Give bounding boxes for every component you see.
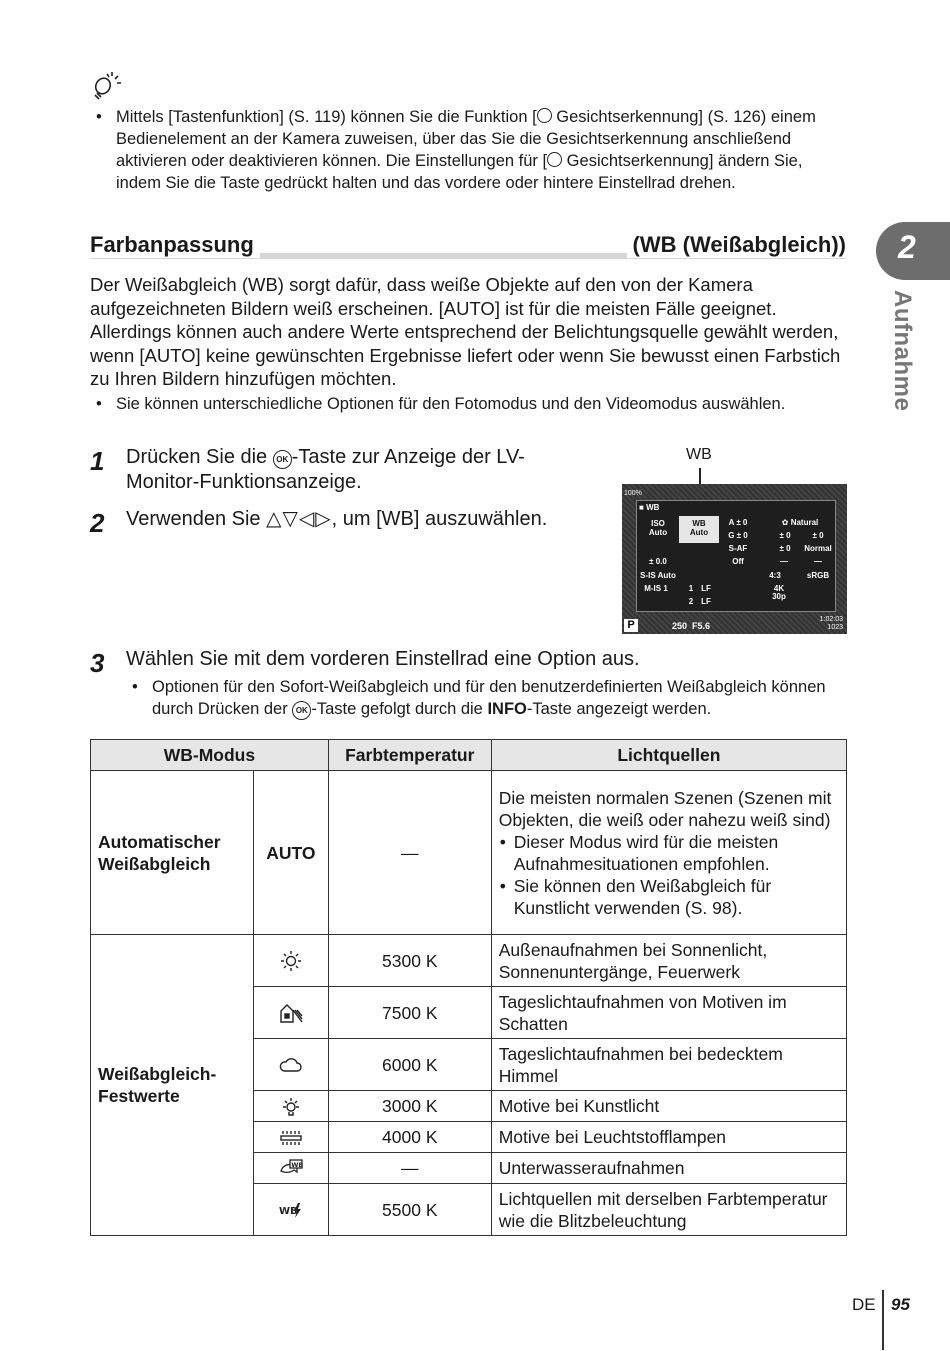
cloud-icon (278, 1054, 304, 1076)
intro-bullet: • Sie können unterschiedliche Optionen für den Fotomodus und den Videomodus auswählen. (90, 393, 850, 415)
auto-temp: — (328, 771, 491, 935)
tungsten-bulb-icon (278, 1096, 304, 1118)
face-detection-icon (547, 152, 562, 167)
ok-button-icon: OK (292, 701, 311, 720)
exposure-readout: 250 F5.6 (672, 621, 711, 631)
fluorescent-icon (278, 1127, 304, 1149)
picture-mode: ✿ Natural (781, 518, 819, 527)
step-3-number: 3 (90, 648, 105, 678)
info-button-label: INFO (487, 700, 527, 718)
header-color-temp: Farbtemperatur (328, 740, 491, 771)
footer-divider (882, 1290, 884, 1350)
arrow-pad-icon: △▽◁▷ (266, 508, 332, 530)
table-row: WB — Unterwasseraufnahmen (91, 1153, 847, 1184)
chapter-number: 2 (898, 229, 916, 265)
chapter-side-label: Aufnahme (889, 290, 916, 412)
photo-mode-header: ■ WB (639, 503, 660, 512)
header-wb-mode: WB-Modus (91, 740, 329, 771)
step-2-number: 2 (90, 508, 105, 538)
lv-monitor-screen: 100% ■ WB ISO Auto WB Auto A ± 0 G ± 0 ✿ Natural ± 0 ± 0 ± 0 Normal S-AF Off ± 0.0 — — S-IS Auto 4:3 sRGB M-IS 1 1 LF 2 LF 4K 30p P 250 F5.6 1:02:03 1023 (622, 484, 847, 634)
face-detection-icon (537, 108, 552, 123)
table-row: WB 5500 K Lichtquellen mit derselben Farbtemperatur wie die Blitzbeleuchtung (91, 1184, 847, 1236)
table-header-row (91, 740, 847, 771)
chapter-tab (876, 222, 950, 280)
movie-resolution: 4K 30p (772, 584, 786, 601)
step-3-text: Wählen Sie mit dem vorderen Einstellrad eine Option aus. (126, 648, 640, 670)
shooting-mode-badge: P (624, 619, 638, 632)
section-heading (90, 232, 846, 262)
table-row (91, 771, 847, 935)
table-row: 6000 K Tageslichtaufnahmen bei bedecktem Himmel (91, 1039, 847, 1091)
tip-bullet: • Mittels [Tastenfunktion] (S. 119) können Sie die Funktion [ Gesichtserkennung] (S. 126) einem Bedienelement an der Kamera zuweisen, über das Sie die Gesichtserkennung anschließend aktivieren oder deaktivieren können. Die Einstellungen für [ Gesichtserkennung] ändern Sie, indem Sie die Taste gedrückt halten und das vordere oder hintere Einstellrad drehen. (90, 106, 850, 194)
sun-icon (278, 950, 304, 972)
svg-text:WB: WB (291, 1160, 304, 1169)
lv-function-panel: ■ WB ISO Auto WB Auto A ± 0 G ± 0 ✿ Natural ± 0 ± 0 ± 0 Normal S-AF Off ± 0.0 — — S-IS Auto 4:3 sRGB M-IS 1 1 LF 2 LF 4K 30p (636, 500, 836, 612)
header-light-sources: Lichtquellen (491, 740, 846, 771)
footer-language: DE (852, 1295, 876, 1314)
step-3-bullet: • Optionen für den Sofort-Weißabgleich und für den benutzerdefinierten Weißabgleich können durch Drücken der OK -Taste gefolgt durch die INFO-Taste angezeigt werden. (126, 676, 850, 720)
underwater-wb-icon (278, 1158, 304, 1180)
step-1-number: 1 (90, 446, 105, 476)
step-1-text: Drücken Sie die OK -Taste zur Anzeige der LV-Monitor-Funktionsanzeige. (126, 446, 525, 493)
wb-callout-label: WB (686, 446, 712, 463)
auto-desc: Die meisten normalen Szenen (Szenen mit Objekten, die weiß oder nahezu weiß sind) • Dieser Modus wird für die meisten Aufnahmesituationen empfohlen. • Sie können den Weißabgleich für Kunstlicht verwenden (S. 98). (491, 771, 846, 935)
section-title: Farbanpassung (90, 232, 260, 258)
table-row: 3000 K Motive bei Kunstlicht (91, 1091, 847, 1122)
preset-group-label: Weißabgleich-Festwerte (91, 935, 254, 1236)
lightbulb-hint-icon (90, 70, 124, 102)
intro-paragraph: Der Weißabgleich (WB) sorgt dafür, dass weiße Objekte auf den von der Kamera aufgezeichneten Bildern weiß erscheinen. [AUTO] ist für die meisten Fälle geeignet. Allerdings können auch andere Werte entsprechend der Belichtungsquelle gewählt werden, wenn [AUTO] keine gewünschten Ergebnisse liefert oder wenn Sie bewusst einen Farbstich zu Ihren Bildern hinzufügen möchten. (90, 274, 841, 389)
remaining-count: 1:02:03 1023 (819, 616, 843, 631)
wb-flash-icon (278, 1199, 304, 1221)
table-row: 4000 K Motive bei Leuchtstofflampen (91, 1122, 847, 1153)
ok-button-icon: OK (273, 450, 292, 469)
table-row: Weißabgleich-Festwerte 5300 K Außenaufnahmen bei Sonnenlicht, Sonnenuntergänge, Feuerwerk (91, 935, 847, 987)
shade-house-icon (278, 1002, 304, 1024)
iso-setting: ISO Auto (648, 519, 668, 537)
svg-text:WB: WB (278, 1206, 298, 1218)
auto-mode: AUTO (253, 771, 328, 935)
page-number: 95 (891, 1295, 910, 1314)
wb-setting-selected: WB Auto (679, 516, 719, 543)
table-row: 7500 K Tageslichtaufnahmen von Motiven im Schatten (91, 987, 847, 1039)
step-2-text: Verwenden Sie △▽◁▷, um [WB] auszuwählen. (126, 508, 548, 530)
wb-mode-table (90, 739, 847, 1236)
auto-group-label: Automatischer Weißabgleich (91, 771, 254, 935)
section-subtitle: (WB (Weißabgleich)) (627, 232, 846, 258)
